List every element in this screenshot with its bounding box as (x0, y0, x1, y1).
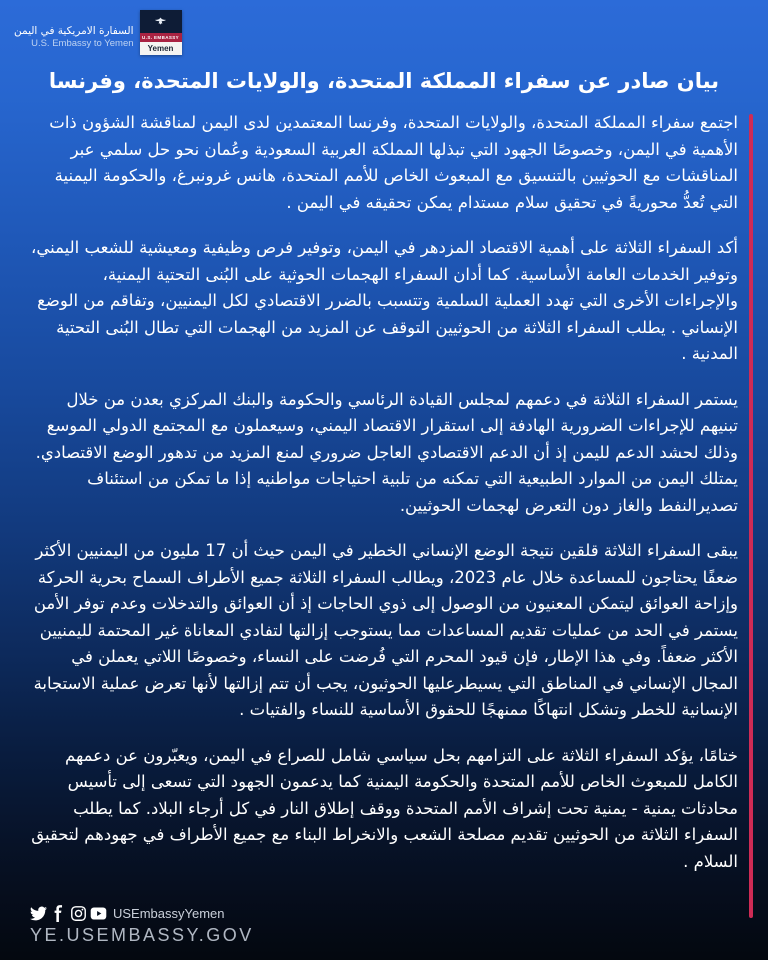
paragraph-4: يبقى السفراء الثلاثة قلقين نتيجة الوضع الإنساني الخطير في اليمن حيث أن 17 مليون من اليمنيين الأكثر ضعفًا يحتاجون للمساعدة خلال عام 2023، ويطالب السفراء الثلاثة جميع الأطراف السماح بحرية الحركة وإزاحة العوائق ليتمكن المعنيون من الوصول إلى ذوي الحاجات إذ أن العوائق والتدخلات وعدم توفر الأمن يستمر في الحد من عمليات تقديم المساعدات مما يستوجب إزالتها لتفادي المعاناة غير المحتمة لليمنيين الأكثر ضعفاً. وفي هذا الإطار، فإن قيود المحرم التي فُرضت على النساء، وخصوصًا اللاتي يعملن في المجال الإنساني في المناطق التي يسيطرعليها الحوثيون، يجب أن تتم إزالتها لأنها تعرض عملية الاستجابة الإنسانية للخطر وتشكل انتهاكًا ممنهجًا للحقوق الأساسية للنساء والفتيات . (33, 541, 738, 719)
facebook-icon (50, 905, 67, 922)
embassy-logo (140, 10, 182, 55)
footer (30, 905, 254, 946)
embassy-name-block (14, 25, 134, 50)
paragraph-3: يستمر السفراء الثلاثة في دعمهم لمجلس القيادة الرئاسي والحكومة والبنك المركزي بعدن من خلال تبنيهم للإجراءات الضرورية الهادفة إلى استقرار الاقتصاد اليمني، وسيعملون مع المجتمع الدولي الموسع وذلك لحشد الدعم لليمن إذ أن الدعم الاقتصادي العاجل ضروري لمنع المزيد من تدهور الوضع الاقتصادي. يمتلك اليمن من الموارد الطبيعية التي تمكنه من تلبية احتياجات مواطنيه إذا ما تمكن من استئناف تصديرالنفط والغاز دون التعرض لهجمات الحوثيين. (35, 389, 738, 515)
logo-band-embassy: U.S. EMBASSY (140, 33, 182, 42)
website-url: YE.USEMBASSY.GOV (30, 925, 254, 945)
paragraph-2: أكد السفراء الثلاثة على أهمية الاقتصاد المزدهر في اليمن، وتوفير فرص وظيفية ومعيشية للشعب اليمني، وتوفير الخدمات العامة الأساسية. كما أدان السفراء الهجمات الحوثية على البُنى التحتية اليمنية، والإجراءات الأخرى التي تهدد العملية السلمية وتتسبب بالضرر الاقتصادي لكل اليمنيين، وتفاقم من الوضع الإنساني . يطلب السفراء الثلاثة من الحوثيين التوقف عن المزيد من الهجمات التي تطال البُنى التحتية المدنية . (31, 238, 738, 363)
youtube-icon (90, 905, 107, 922)
statement-body (28, 110, 738, 894)
embassy-name-arabic: السفارة الامريكية في اليمن (14, 25, 134, 37)
social-handle: USEmbassyYemen (113, 906, 225, 921)
embassy-name-english: U.S. Embassy to Yemen (31, 38, 134, 49)
header (14, 10, 182, 55)
eagle-icon (140, 10, 182, 33)
twitter-icon (30, 905, 47, 922)
statement-title: بيان صادر عن سفراء المملكة المتحدة، والولايات المتحدة، وفرنسا (48, 69, 720, 93)
paragraph-5: ختامًا، يؤكد السفراء الثلاثة على التزامهم بحل سياسي شامل للصراع في اليمن، ويعبّرون عن دعمهم الكامل للمبعوث الخاص للأمم المتحدة والحكومة اليمنية كما يدعمون الجهود التي تسعى إلى تأسيس محادثات يمنية - يمنية تحت إشراف الأمم المتحدة ووقف إطلاق النار في كل أرجاء البلاد. كما يطلب السفراء الثلاثة من الحوثيين تقديم مصلحة الشعب والانخراط البناء مع جميع الأطراف في جهودهم لتحقيق السلام . (31, 745, 738, 871)
instagram-icon (70, 905, 87, 922)
paragraph-1: اجتمع سفراء المملكة المتحدة، والولايات المتحدة، وفرنسا المعتمدين لدى اليمن لمناقشة الشؤون ذات الأهمية في اليمن، وخصوصًا الجهود التي تبذلها المملكة العربية السعودية وعُمان نحو حل سلمي عبر المناقشات مع الحوثيين بالتنسيق مع المبعوث الخاص للأمم المتحدة، هانس غرونبرغ، والحكومة اليمنية التي تُعدُّ محوريةً في تحقيق سلام مستدام يمكن تحقيقه في اليمن . (49, 113, 738, 212)
accent-line (749, 114, 753, 918)
logo-band-country: Yemen (140, 42, 182, 55)
social-row (30, 905, 254, 922)
